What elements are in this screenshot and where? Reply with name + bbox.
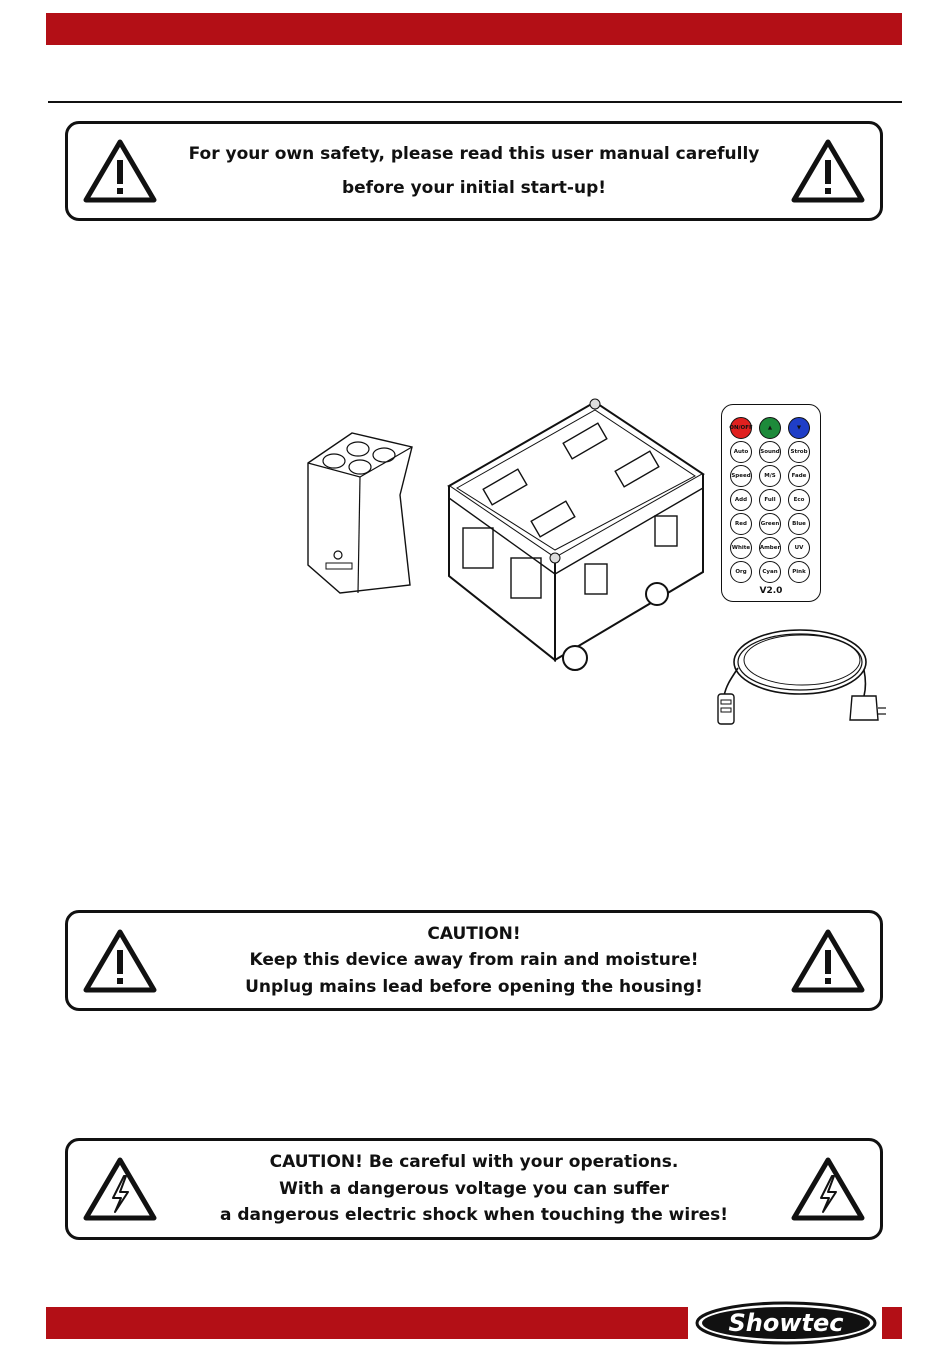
remote-button: Eco [788, 489, 810, 511]
showtec-logo [694, 1300, 878, 1346]
warning-exclamation-icon [82, 138, 158, 204]
remote-button: M/S [759, 465, 781, 487]
caution-moisture-box [65, 910, 883, 1011]
remote-version: V2.0 [759, 586, 783, 596]
high-voltage-icon [82, 1156, 158, 1222]
caution-moisture-line2: Keep this device away from rain and moisture! [249, 950, 699, 971]
caution-moisture-line3: Unplug mains lead before opening the housing! [245, 976, 703, 997]
remote-button: White [730, 537, 752, 559]
high-voltage-icon [790, 1156, 866, 1222]
warning-exclamation-icon [790, 138, 866, 204]
caution-voltage-box [65, 1138, 883, 1240]
remote-button: Full [759, 489, 781, 511]
remote-button: Blue [788, 513, 810, 535]
remote-button: Fade [788, 465, 810, 487]
safety-notice-line2: before your initial start-up! [341, 178, 606, 198]
remote-button: Auto [730, 441, 752, 463]
safety-notice-line1: For your own safety, please read this user manual carefully [188, 144, 760, 164]
remote-button: Sound [759, 441, 781, 463]
remote-button: Amber [759, 537, 781, 559]
caution-voltage-line3: a dangerous electric shock when touching the wires! [220, 1205, 728, 1226]
remote-control [721, 404, 821, 602]
remote-button: ▼ [788, 417, 810, 439]
remote-button: UV [788, 537, 810, 559]
remote-button: ▲ [759, 417, 781, 439]
caution-voltage-line1: CAUTION! Be careful with your operations. [269, 1152, 679, 1173]
power-cable-illustration [716, 616, 888, 728]
logo-text: Showtec [728, 1309, 844, 1337]
remote-button: Strob [788, 441, 810, 463]
flight-case-illustration [445, 398, 707, 680]
footer-bar-end [882, 1307, 902, 1339]
remote-button: Speed [730, 465, 752, 487]
footer-bar [46, 1307, 688, 1339]
remote-button: Red [730, 513, 752, 535]
remote-button: Green [759, 513, 781, 535]
remote-button: Add [730, 489, 752, 511]
caution-voltage-line2: With a dangerous voltage you can suffer [279, 1178, 669, 1199]
caution-moisture-line1: CAUTION! [427, 923, 521, 944]
safety-notice-box [65, 121, 883, 221]
header-rule [48, 101, 902, 103]
warning-exclamation-icon [790, 928, 866, 994]
par-light-illustration [300, 425, 422, 595]
remote-button: ON/OFF [730, 417, 752, 439]
remote-button: Pink [788, 561, 810, 583]
remote-button: Org [730, 561, 752, 583]
warning-exclamation-icon [82, 928, 158, 994]
remote-button: Cyan [759, 561, 781, 583]
header-bar [46, 13, 902, 45]
